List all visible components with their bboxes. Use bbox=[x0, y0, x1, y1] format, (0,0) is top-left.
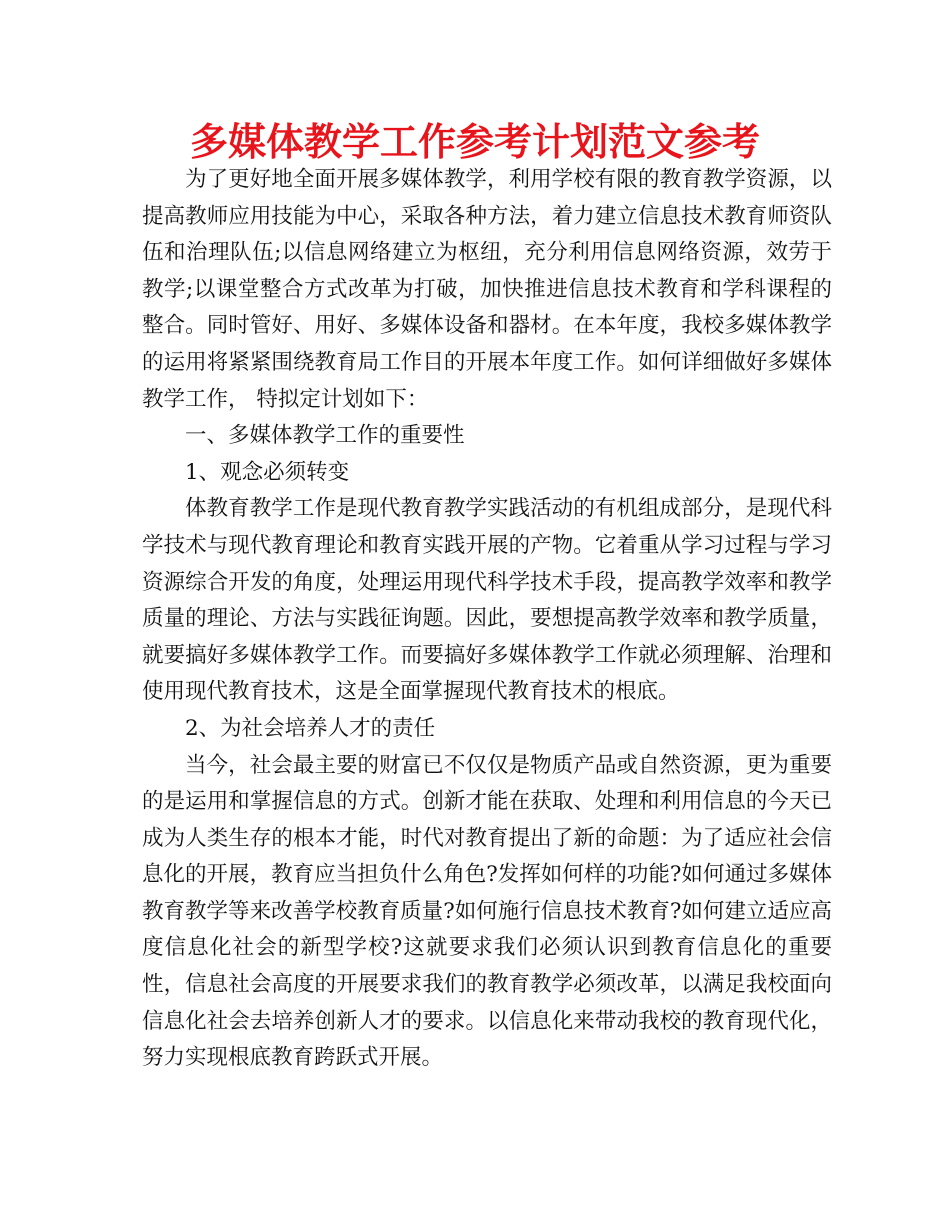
body-paragraph-2: 当今，社会最主要的财富已不仅仅是物质产品或自然资源，更为重要的是运用和掌握信息的方式。创新才能在获取、处理和利用信息的今天已成为人类生存的根本才能，时代对教育提出了新的命题：为了适应社会信息化的开展，教育应当担负什么角色?发挥如何样的功能?如何通过多媒体教育教学等来改善学校教育质量?如何施行信息技术教育?如何建立适应高度信息化社会的新型学校?这就要求我们必须认识到教育信息化的重要性，信息社会高度的开展要求我们的教育教学必须改革，以满足我校面向信息化社会去培养创新人才的要求。以信息化来带动我校的教育现代化，努力实现根底教育跨跃式开展。 bbox=[142, 752, 832, 1071]
subsection-heading-1: 1、观念必须转变 bbox=[185, 459, 350, 485]
document-body bbox=[142, 162, 832, 1077]
section-heading-1: 一、多媒体教学工作的重要性 bbox=[185, 423, 465, 449]
intro-paragraph: 为了更好地全面开展多媒体教学，利用学校有限的教育教学资源，以提高教师应用技能为中心，采取各种方法，着力建立信息技术教育师资队伍和治理队伍;以信息网络建立为枢纽，充分利用信息网络资源，效劳于教学;以课堂整合方式改革为打破，加快推进信息技术教育和学科课程的整合。同时管好、用好、多媒体设备和器材。在本年度，我校多媒体教学的运用将紧紧围绕教育局工作目的开展本年度工作。如何详细做好多媒体教学工作， 特拟定计划如下： bbox=[142, 167, 832, 412]
document-title: 多媒体教学工作参考计划范文参考 bbox=[189, 120, 760, 164]
subsection-heading-2: 2、为社会培养人才的责任 bbox=[185, 715, 436, 741]
body-paragraph-1: 体教育教学工作是现代教育教学实践活动的有机组成部分，是现代科学技术与现代教育理论和教育实践开展的产物。它着重从学习过程与学习资源综合开发的角度，处理运用现代科学技术手段，提高教学效率和教学质量的理论、方法与实践征询题。因此，要想提高教学效率和教学质量，就要搞好多媒体教学工作。而要搞好多媒体教学工作就必须理解、治理和使用现代教育技术，这是全面掌握现代教育技术的根底。 bbox=[142, 496, 832, 705]
